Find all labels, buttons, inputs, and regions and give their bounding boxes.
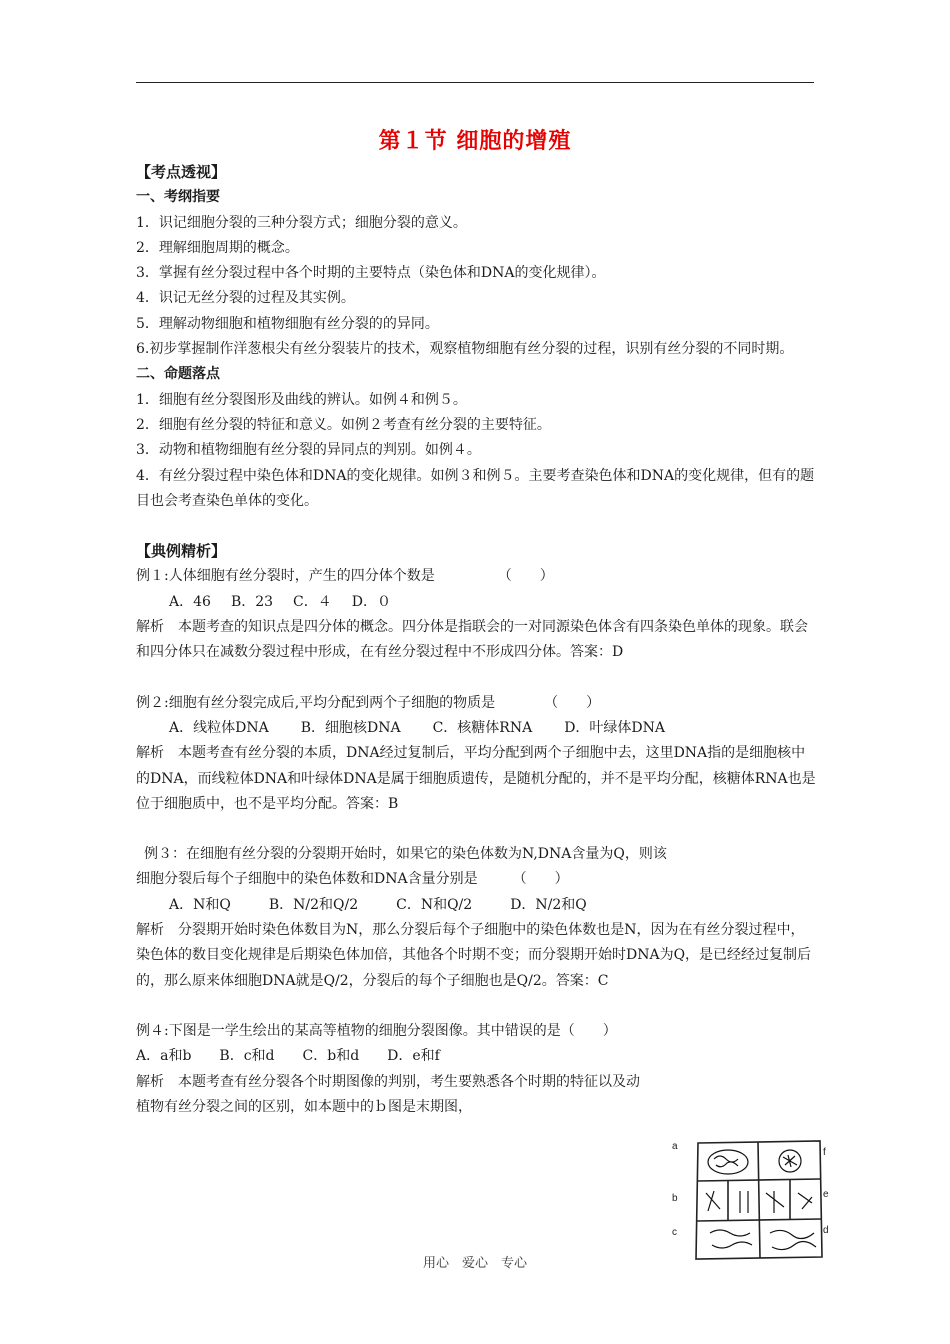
option-d: D．叶绿体DNA [564, 719, 666, 736]
option-d: D．N/2和Q [510, 896, 587, 913]
point-item: 2．细胞有丝分裂的特征和意义。如例２考查有丝分裂的主要特征。 [136, 416, 551, 433]
figure-label-b: b [672, 1193, 678, 1204]
outline-item: 5．理解动物细胞和植物细胞有丝分裂的的异同。 [136, 315, 439, 332]
outline-item: 1．识记细胞分裂的三种分裂方式；细胞分裂的意义。 [136, 214, 467, 231]
example-2-analysis: 解析 本题考查有丝分裂的本质，DNA经过复制后，平均分配到两个子细胞中去，这里DNA指的是细胞核中的DNA，而线粒体DNA和叶绿体DNA是属于细胞质遗传，是随机分配的，并不是平均分配，核糖体RNA也是位于细胞质中，也不是平均分配。答案：B [136, 745, 816, 812]
example-3-question-line2: 细胞分裂后每个子细胞中的染色体数和DNA含量分别是 （ ） [136, 871, 569, 888]
chromosome [710, 1230, 752, 1248]
point-item: 1．细胞有丝分裂图形及曲线的辨认。如例４和例５。 [136, 391, 467, 408]
option-b: B．c和d [219, 1048, 275, 1065]
option-a: A．a和b [136, 1048, 192, 1065]
chromosome [783, 1155, 797, 1167]
outline-item: 2．理解细胞周期的概念。 [136, 239, 299, 256]
chromosome [740, 1191, 748, 1213]
header-rule [136, 82, 814, 83]
point-item: 4．有丝分裂过程中染色体和DNA的变化规律。如例３和例５。主要考查染色体和DNA的变化规律，但有的题目也会考查染色单体的变化。 [136, 467, 815, 509]
section-heading-examples: 【典例精析】 [136, 542, 227, 561]
chromosome [706, 1191, 720, 1211]
option-b: B．23 [230, 593, 274, 610]
figure-label-a: a [672, 1141, 678, 1152]
option-b: B．N/2和Q/2 [268, 896, 359, 913]
option-a: A．46 [169, 593, 211, 610]
example-4-question: 例４:下图是一学生绘出的某高等植物的细胞分裂图像。其中错误的是（ ） [136, 1022, 617, 1039]
chromosome [766, 1191, 784, 1213]
example-4-options [136, 1044, 816, 1069]
outline-item: 6.初步掌握制作洋葱根尖有丝分裂装片的技术，观察植物细胞有丝分裂的过程，识别有丝分裂的不同时期。 [136, 341, 794, 358]
page-footer: 用心 爱心 专心 [422, 1256, 527, 1271]
subheading-points: 二、命题落点 [136, 366, 220, 383]
example-1-question: 例１:人体细胞有丝分裂时，产生的四分体个数是 （ ） [136, 568, 554, 585]
figure-label-e: e [823, 1189, 829, 1200]
subheading-outline: 一、考纲指要 [136, 189, 220, 206]
figure-label-f: f [823, 1147, 826, 1158]
document-body [136, 160, 816, 1120]
chromosome [714, 1156, 738, 1167]
section-heading-kaodian: 【考点透视】 [136, 163, 227, 181]
chromosome [798, 1193, 812, 1209]
option-d: D．e和f [387, 1048, 440, 1065]
example-3-question-line1: 例３：在细胞有丝分裂的分裂期开始时，如果它的染色体数为N,DNA含量为Q，则该 [144, 846, 667, 863]
option-c: C．b和d [302, 1048, 360, 1065]
outline-item: 4．识记无丝分裂的过程及其实例。 [136, 290, 355, 307]
example-1-options [136, 590, 816, 615]
outline-item: 3．掌握有丝分裂过程中各个时期的主要特点（染色体和DNA的变化规律）。 [136, 265, 606, 282]
figure-label-d: d [823, 1225, 829, 1236]
example-1-analysis: 解析 本题考查的知识点是四分体的概念。四分体是指联会的一对同源染色体含有四条染色单体的现象。联会和四分体只在减数分裂过程中形成，在有丝分裂过程中不形成四分体。答案：D [136, 619, 808, 661]
option-c: C．核糖体RNA [432, 719, 533, 736]
point-item: 3．动物和植物细胞有丝分裂的异同点的判别。如例４。 [136, 442, 481, 459]
figure-label-c: c [672, 1227, 677, 1238]
example-2-question: 例２:细胞有丝分裂完成后,平均分配到两个子细胞的物质是 （ ） [136, 694, 601, 711]
option-a: A．N和Q [169, 896, 231, 913]
example-2-options [136, 716, 816, 741]
example-4-analysis: 解析 本题考查有丝分裂各个时期图像的判别，考生要熟悉各个时期的特征以及动植物有丝分裂之间的区别，如本题中的ｂ图是末期图， [136, 1073, 640, 1115]
chromosome [770, 1230, 816, 1249]
option-c: C．４ [293, 593, 332, 610]
cell-wall [758, 1142, 760, 1258]
example-3-options [136, 893, 816, 918]
page-title: 第１节 细胞的增殖 [378, 129, 572, 154]
option-b: B．细胞核DNA [300, 719, 401, 736]
option-d: D．０ [351, 593, 391, 610]
option-a: A．线粒体DNA [169, 719, 269, 736]
cell-division-figure [670, 1135, 830, 1265]
example-3-analysis: 解析 分裂期开始时染色体数目为N，那么分裂后每个子细胞中的染色体数也是N，因为在有丝分裂过程中，染色体的数目变化规律是后期染色体加倍，其他各个时期不变；而分裂期开始时DNA为Q，是已经经过复制后的，那么原来体细胞DNA就是Q/2，分裂后的每个子细胞也是Q/2。答案：C [136, 922, 812, 989]
option-c: C．N和Q/2 [396, 896, 473, 913]
